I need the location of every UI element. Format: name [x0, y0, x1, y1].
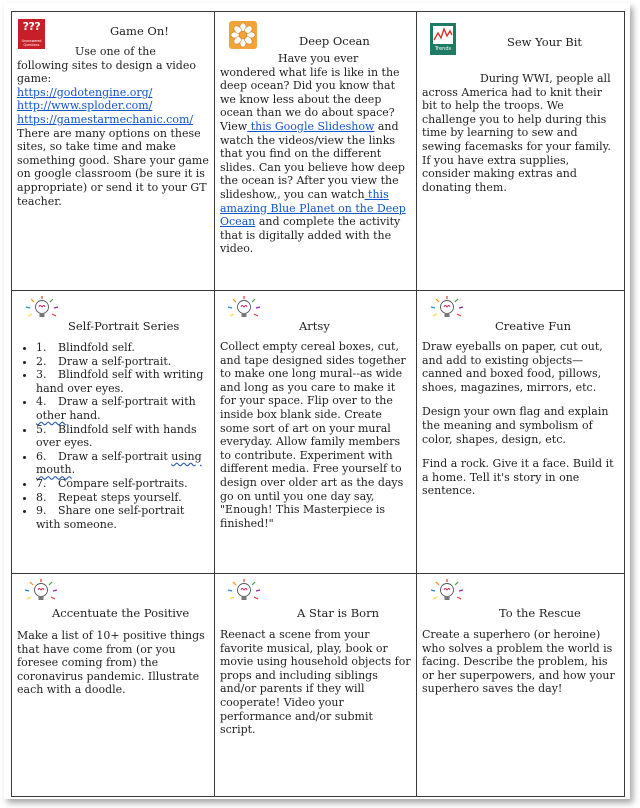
link-sploder[interactable]: http://www.sploder.com/ — [17, 99, 153, 113]
game-logo-icon: ??? Unanswered Questions — [18, 19, 45, 49]
paragraph: Draw eyeballs on paper, cut out, and add to existing objects—canned and boxed food, pillows, shoes, magazines, mirrors, etc. — [422, 340, 603, 394]
list-item: • 7. Compare self-portraits. — [36, 477, 209, 491]
choice-board-grid — [11, 11, 625, 797]
card-body: Collect empty cereal boxes, cut, and tape designed sides together to make one long mural--as wide and long as you care to make it for your space. Flip over to the inside box blank side. Create some sort of art on your mural everyday. Allow family members to contribute. Experiment with different media. Free yourself to design over older art as the days go on until you one day say, "Enough! This Masterpiece is finished!" — [220, 340, 406, 530]
list-item: • 8. Repeat steps yourself. — [36, 491, 209, 505]
lightbulb-icon — [24, 579, 58, 605]
card-deep-ocean — [215, 12, 417, 291]
list-item: • 5. Blindfold self with hands over eyes. — [36, 423, 209, 450]
card-title: To the Rescue — [499, 606, 581, 620]
card-body: Use one of the following sites to design a video game: https://godotengine.org/ http://www.sploder.com/ https://gamestarmechanic.com/ There are many options on these sites, so take time and make something good. Share your game on google classroom (be sure it is appropriate) or send it to your GT teacher. — [17, 45, 209, 208]
link-google-slideshow[interactable]: this Google Slideshow — [247, 119, 375, 133]
list-item: • 3. Blindfold self with writing hand over eyes. — [36, 368, 209, 395]
steps-list — [14, 341, 209, 531]
card-body: Have you ever wondered what life is like in the deep ocean? Did you know that we know less about the deep ocean than we do about space? View this Google Slideshow and watch the videos/view the links that you find on the different slides. Can you believe how deep the ocean is? After you view the slideshow,, you can watch this amazing Blue Planet on the Deep Ocean and complete the activity that is digitally added with the video. — [220, 52, 406, 256]
choice-board-page — [4, 3, 630, 799]
card-title: Self-Portrait Series — [68, 319, 180, 333]
link-blue-planet[interactable]: this amazing Blue Planet on the Deep Ocean — [220, 187, 406, 229]
card-title: Accentuate the Positive — [52, 606, 190, 620]
card-creative-fun — [417, 291, 625, 574]
card-body — [14, 341, 209, 531]
list-item: • 1. Blindfold self. — [36, 341, 209, 355]
lightbulb-icon — [227, 296, 261, 322]
card-body: Reenact a scene from your favorite musical, play, book or movie using household objects for props and including siblings and/or parents if they will cooperate! Video your performance and/or submit script. — [220, 628, 411, 737]
paragraph: Find a rock. Give it a face. Build it a home. Tell it's story in one sentence. — [422, 457, 614, 498]
card-body: Make a list of 10+ positive things that have come from (or you foresee coming from) the coronavirus pandemic. Illustrate each with a doodle. — [17, 629, 205, 697]
card-title: Artsy — [299, 319, 330, 333]
card-game-on — [12, 12, 215, 291]
card-accentuate-the-positive — [12, 574, 215, 797]
paragraph: Design your own flag and explain the meaning and symbolism of color, shapes, design, etc. — [422, 405, 609, 446]
card-title: Sew Your Bit — [507, 35, 583, 49]
trends-icon: Trends — [430, 23, 456, 55]
card-title: Creative Fun — [495, 319, 572, 333]
card-body: Create a superhero (or heroine) who solves a problem the world is facing. Describe the problem, his or her superpowers, and how your superhero saves the day! — [422, 628, 615, 696]
list-item: • 6. Draw a self-portrait using mouth. — [36, 450, 209, 477]
card-artsy — [215, 291, 417, 574]
list-item: • 4. Draw a self-portrait with other hand. — [36, 395, 209, 422]
link-godot[interactable]: https://godotengine.org/ — [17, 85, 153, 99]
card-body: During WWI, people all across America had to knit their bit to help the troops. We challenge you to help during this time by learning to sew and sewing facemasks for your family. If you have extra supplies, consider making extras and donating them. — [422, 72, 611, 194]
card-self-portrait-series — [12, 291, 215, 574]
lightbulb-icon — [227, 579, 261, 605]
link-gamestar[interactable]: https://gamestarmechanic.com/ — [17, 112, 194, 126]
card-title: A Star is Born — [297, 606, 379, 620]
list-item: • 9. Share one self-portrait with someone. — [36, 504, 209, 531]
list-item: • 2. Draw a self-portrait. — [36, 355, 209, 369]
lightbulb-icon — [430, 579, 464, 605]
card-body — [422, 340, 619, 509]
card-sew-your-bit — [417, 12, 625, 291]
card-title: Deep Ocean — [299, 34, 370, 48]
card-a-star-is-born — [215, 574, 417, 797]
lightbulb-icon — [430, 296, 464, 322]
lightbulb-icon — [25, 296, 59, 322]
card-title: Game On! — [110, 24, 169, 38]
flower-icon — [229, 21, 257, 49]
card-to-the-rescue — [417, 574, 625, 797]
